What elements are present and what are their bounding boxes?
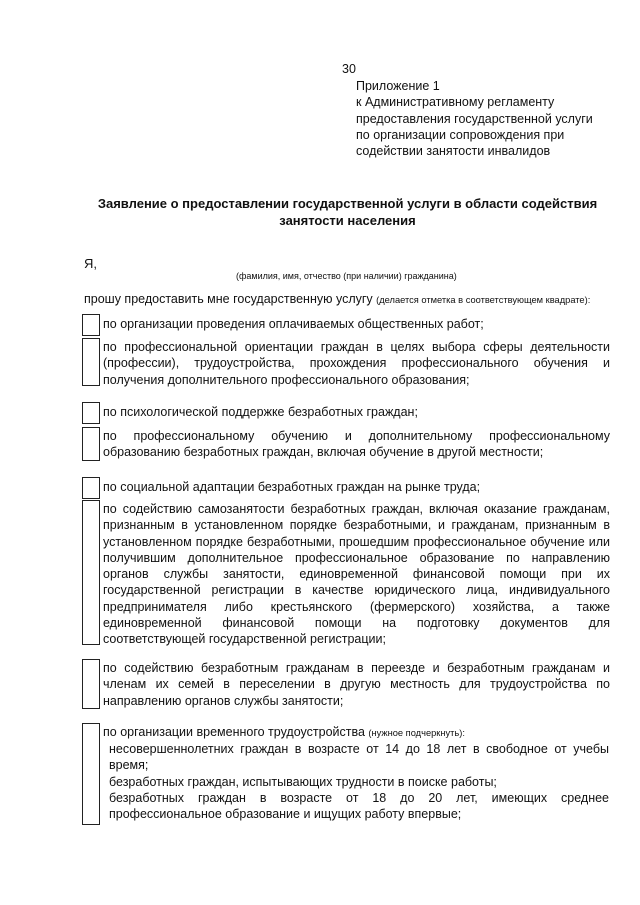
annex-line: предоставления государственной услуги: [356, 111, 593, 126]
document-title: Заявление о предоставлении государственной услуги в области содействия занятости населения: [97, 196, 598, 228]
checkbox-self-employment[interactable]: [82, 500, 100, 645]
temp-employment-item: несовершеннолетних граждан в возрасте от 14 до 18 лет в свободное от учебы время;: [109, 742, 609, 773]
temp-employment-label: по организации временного трудоустройства: [103, 725, 365, 739]
checkbox-public-works[interactable]: [82, 314, 100, 336]
checkbox-career-guidance[interactable]: [82, 338, 100, 386]
option-relocation: по содействию безработным гражданам в переезде и безработным гражданам и членам их семей в переселении в другую местность для трудоустройства по направлению органов службы занятости;: [103, 661, 610, 708]
option-career-guidance: по профессиональной ориентации граждан в целях выбора сферы деятельности (профессии), трудоустройства, прохождения профессионального обучения и получения дополнительного профессионального образования;: [103, 340, 610, 387]
annex-line: к Административному регламенту: [356, 95, 555, 110]
checkbox-relocation[interactable]: [82, 659, 100, 709]
name-field-hint: (фамилия, имя, отчество (при наличии) гражданина): [236, 271, 457, 281]
option-temporary-employment: [103, 724, 613, 741]
checkbox-social-adaptation[interactable]: [82, 477, 100, 499]
request-intro-text: прошу предоставить мне государственную услугу: [84, 292, 373, 306]
checkbox-psych-support[interactable]: [82, 402, 100, 424]
option-public-works: по организации проведения оплачиваемых общественных работ;: [103, 317, 484, 331]
temp-employment-note: (нужное подчеркнуть):: [368, 728, 465, 738]
option-vocational-training: по профессиональному обучению и дополнительному профессиональному образованию безработных граждан, включая обучение в другой местности;: [103, 429, 610, 460]
annex-header: [356, 78, 626, 159]
checkbox-vocational-training[interactable]: [82, 427, 100, 461]
checkbox-temporary-employment[interactable]: [82, 723, 100, 825]
option-psych-support: по психологической поддержке безработных граждан;: [103, 405, 418, 419]
applicant-prefix: Я,: [84, 256, 97, 271]
annex-line: содействии занятости инвалидов: [356, 144, 551, 159]
request-intro: [84, 292, 590, 306]
annex-line: Приложение 1: [356, 79, 440, 93]
option-social-adaptation: по социальной адаптации безработных граждан на рынке труда;: [103, 480, 481, 494]
request-intro-note: (делается отметка в соответствующем квадрате):: [376, 295, 591, 305]
option-self-employment: по содействию самозанятости безработных граждан, включая оказание гражданам, признанным в установленном порядке безработными, и гражданам, признанным в установленном порядке безработными, прошедшим профессиональное обучение или получившим дополнительное профессиональное образование по направлению органов службы занятости, единовременной финансовой помощи при их государственной регистрации в качестве юридического лица, индивидуального предпринимателя либо крестьянского (фермерского) хозяйства, а также единовременной финансовой помощи на подготовку документов для соответствующей государственной регистрации;: [103, 502, 610, 647]
page-number: 30: [342, 62, 356, 76]
annex-line: по организации сопровождения при: [356, 127, 565, 142]
temp-employment-item: безработных граждан, испытывающих трудности в поиске работы;: [109, 775, 497, 789]
temp-employment-item: безработных граждан в возрасте от 18 до 20 лет, имеющих среднее профессиональное образование и ищущих работу впервые;: [109, 791, 609, 822]
